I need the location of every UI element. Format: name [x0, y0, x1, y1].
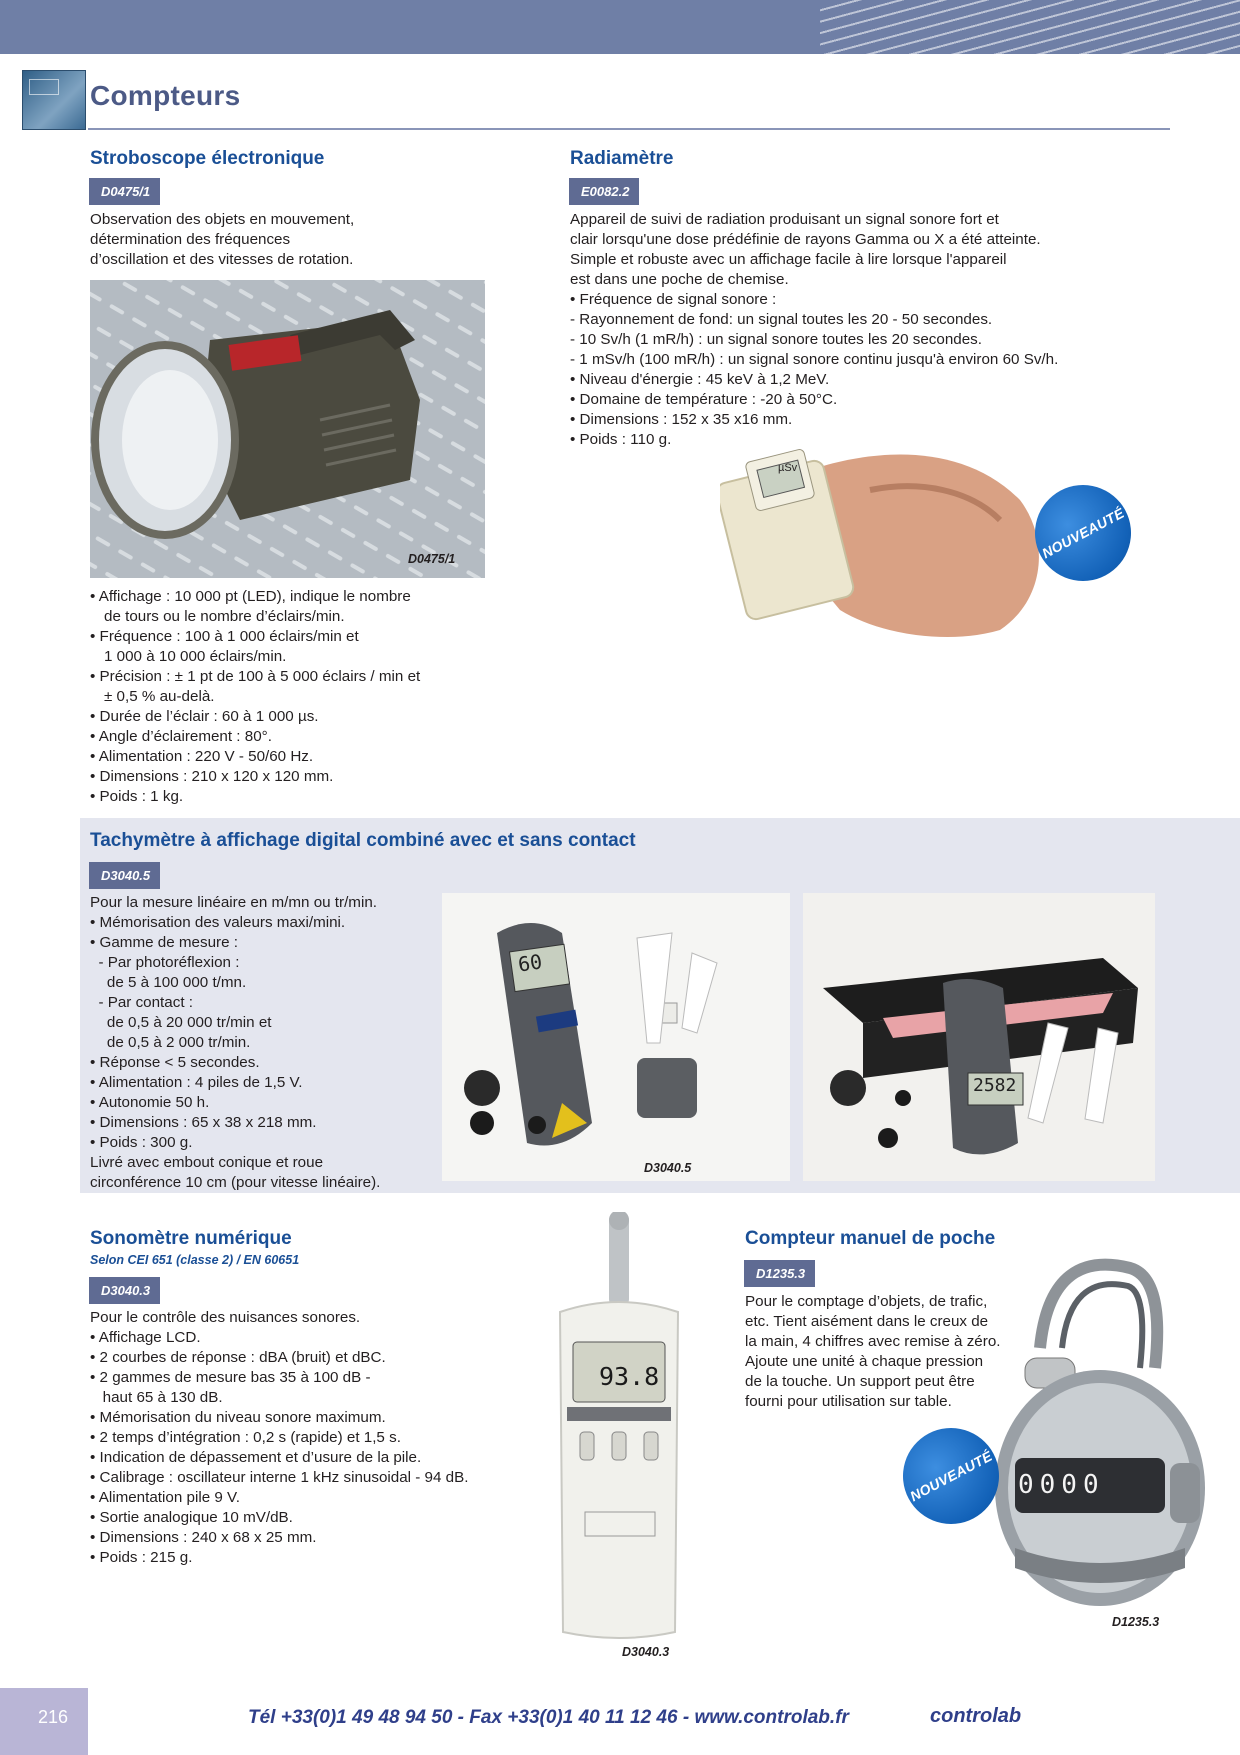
- sonometre-subtitle: Selon CEI 651 (classe 2) / EN 60651: [90, 1253, 300, 1267]
- stroboscope-title: Stroboscope électronique: [90, 148, 325, 169]
- compteur-description: Pour le comptage d’objets, de trafic, etc. Tient aisément dans le creux de la main, 4 chiffres avec remise à zéro. Ajoute une unité à chaque pression de la touche. Un support peut être fourni pour utilisation sur table.: [745, 1293, 1001, 1410]
- radiametre-photo: [720, 430, 1060, 640]
- top-band: [0, 0, 1240, 54]
- compteur-digits: 0000: [1018, 1470, 1105, 1500]
- title-divider: [88, 128, 1170, 130]
- sonometre-photo: [555, 1212, 685, 1642]
- sonometre-photo-caption: D3040.3: [622, 1645, 670, 1659]
- tachymetre-title: Tachymètre à affichage digital combiné avec et sans contact: [90, 830, 636, 851]
- page-title: Compteurs: [90, 80, 241, 111]
- compteur-photo-caption: D1235.3: [1112, 1615, 1160, 1629]
- sonometre-ref-badge: D3040.3: [89, 1277, 160, 1304]
- tachymetre-photo-1: [442, 893, 790, 1181]
- brand-logo: controlab: [930, 1705, 1022, 1727]
- radiametre-title: Radiamètre: [570, 148, 674, 169]
- stroboscope-ref-badge: D0475/1: [89, 178, 160, 205]
- stroboscope-photo: [90, 280, 485, 578]
- tachymetre-display-2: 2582: [973, 1075, 1017, 1096]
- sonometre-description: Pour le contrôle des nuisances sonores. • Affichage LCD. • 2 courbes de réponse : dBA (bruit) et dBC. • 2 gammes de mesure bas 35 à 100 dB - haut 65 à 130 dB. • Mémorisation du niveau sonore maximum. • 2 temps d’intégration : 0,2 s (rapide) et 1,5 s. • Indication de dépassement et d’usure de la pile. • Calibrage : oscillateur interne 1 kHz sinusoidal - 94 dB. • Alimentation pile 9 V. • Sortie analogique 10 mV/dB. • Dimensions : 240 x 68 x 25 mm. • Poids : 215 g.: [90, 1309, 469, 1566]
- tachymetre-display-1: 60: [516, 949, 544, 977]
- compteur-title: Compteur manuel de poche: [745, 1228, 996, 1249]
- tachymetre-photo-caption: D3040.5: [644, 1161, 692, 1175]
- tachymetre-photo-2: [803, 893, 1155, 1181]
- nouveaute-badge: NOUVEAUTÉ: [1018, 468, 1148, 598]
- stroboscope-intro: Observation des objets en mouvement, détermination des fréquences d’oscillation et des vitesses de rotation.: [90, 211, 355, 268]
- compteur-ref-badge: D1235.3: [744, 1260, 815, 1287]
- nouveaute-badge-compteur: NOUVEAUTÉ: [886, 1411, 1016, 1541]
- radiametre-device-label: µSv: [778, 462, 798, 474]
- stroboscope-photo-caption: D0475/1: [408, 552, 456, 566]
- radiametre-ref-badge: E0082.2: [569, 178, 639, 205]
- compteur-photo: [990, 1258, 1205, 1618]
- category-thumbnail: [22, 70, 86, 130]
- footer-contact: Tél +33(0)1 49 48 94 50 - Fax +33(0)1 40 11 12 46 - www.controlab.fr: [248, 1707, 849, 1728]
- sonometre-display: 93.8: [599, 1362, 660, 1391]
- tachymetre-description: Pour la mesure linéaire en m/mn ou tr/min. • Mémorisation des valeurs maxi/mini. • Gamme de mesure : - Par photoréflexion : de 5 à 100 000 t/mn. - Par contact : de 0,5 à 20 000 tr/min et de 0,5 à 2 000 tr/min. • Réponse < 5 secondes. • Alimentation : 4 piles de 1,5 V. • Autonomie 50 h. • Dimensions : 65 x 38 x 218 mm. • Poids : 300 g. Livré avec embout conique et roue circonférence 10 cm (pour vitesse linéaire).: [90, 894, 381, 1191]
- sonometre-title: Sonomètre numérique: [90, 1228, 292, 1249]
- radiametre-description: Appareil de suivi de radiation produisant un signal sonore fort et clair lorsqu'une dose prédéfinie de rayons Gamma ou X a été atteinte. Simple et robuste avec un affichage facile à lire lorsque l'appareil est dans une poche de chemise. • Fréquence de signal sonore : - Rayonnement de fond: un signal toutes les 20 - 50 secondes. - 10 Sv/h (1 mR/h) : un signal sonore toutes les 20 secondes. - 1 mSv/h (100 mR/h) : un signal sonore continu jusqu'à environ 60 Sv/h. • Niveau d'énergie : 45 keV à 1,2 MeV. • Domaine de température : -20 à 50°C. • Dimensions : 152 x 35 x16 mm. • Poids : 110 g.: [570, 211, 1059, 448]
- stroboscope-specs: • Affichage : 10 000 pt (LED), indique le nombre de tours ou le nombre d’éclairs/min. • Fréquence : 100 à 1 000 éclairs/min et 1 000 à 10 000 éclairs/min. • Précision : ± 1 pt de 100 à 5 000 éclairs / min et ± 0,5 % au-delà. • Durée de l’éclair : 60 à 1 000 µs. • Angle d’éclairement : 80°. • Alimentation : 220 V - 50/60 Hz. • Dimensions : 210 x 120 x 120 mm. • Poids : 1 kg.: [90, 588, 421, 805]
- page-number: 216: [38, 1707, 69, 1727]
- tachymetre-ref-badge: D3040.5: [89, 862, 160, 889]
